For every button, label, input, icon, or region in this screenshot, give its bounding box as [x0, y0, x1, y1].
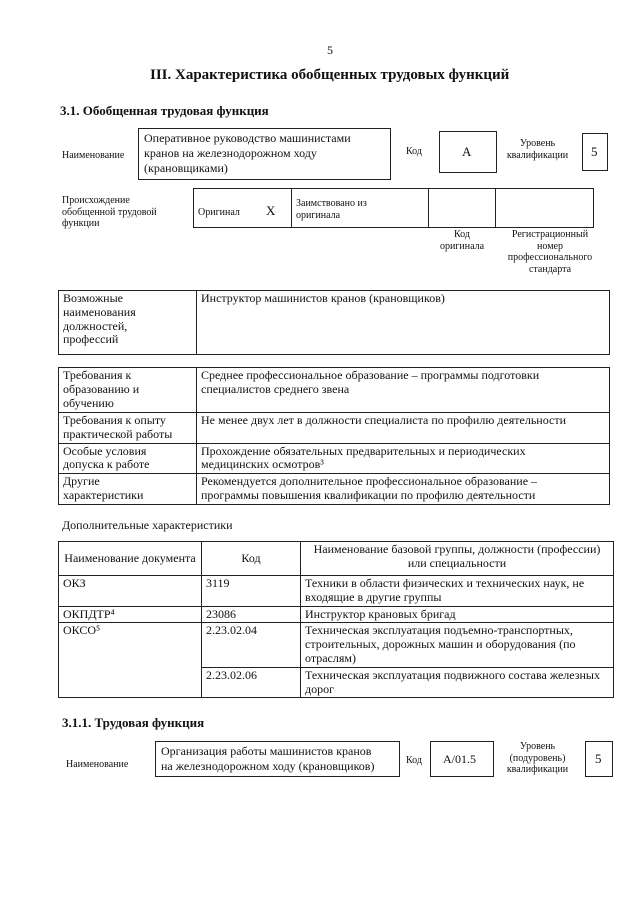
extra-code: 2.23.02.04 — [202, 623, 301, 667]
origin-table — [193, 188, 594, 228]
gtf-code-label: Код — [406, 146, 422, 157]
req-label — [59, 413, 197, 444]
req-value-line: специалистов среднего звена — [201, 381, 350, 396]
gtf-origin-line: функции — [62, 218, 100, 229]
req-label — [59, 443, 197, 474]
original-mark: X — [266, 203, 276, 218]
extra-title: Дополнительные характеристики — [62, 518, 233, 532]
extra-code: 3119 — [202, 576, 301, 607]
gtf-level-label-line: Уровень — [519, 138, 556, 149]
tf-heading: 3.1.1. Трудовая функция — [62, 715, 205, 730]
gtf-origin-label — [62, 195, 157, 230]
tf-name-line: Организация работы машинистов кранов — [161, 744, 372, 758]
tf-code-value: А/01.5 — [443, 752, 476, 766]
req-label-line: Требования к опыту — [63, 413, 166, 427]
gtf-name-line: (крановщиками) — [144, 161, 228, 175]
req-label-line: допуска к работе — [63, 457, 150, 472]
extra-doc: ОКЗ — [59, 576, 202, 607]
extra-code: 23086 — [202, 606, 301, 623]
reg-number-caption — [500, 229, 600, 275]
req-label-line: Другие — [63, 474, 100, 489]
requirements-table — [58, 367, 610, 505]
req-value — [197, 413, 610, 444]
orig-code-caption — [428, 229, 496, 252]
extra-code: 2.23.02.06 — [202, 667, 301, 698]
tf-level-label-line: (подуровень) — [509, 752, 566, 764]
gtf-name-box — [138, 128, 391, 180]
gtf-level-label — [500, 138, 575, 161]
tf-level-box — [585, 741, 613, 777]
req-label-line: обучению — [63, 395, 114, 410]
req-label-line: характеристики — [63, 487, 144, 502]
extra-name: Инструктор крановых бригад — [301, 606, 614, 623]
gtf-level-label-line: квалификации — [506, 149, 569, 161]
tf-name-line: на железнодорожном ходу (крановщиков) — [161, 759, 375, 773]
req-value-line: программы повышения квалификации по профилю деятельности — [201, 487, 536, 502]
orig-code-caption-line: оригинала — [439, 240, 485, 252]
extra-header-doc: Наименование документа — [59, 542, 202, 576]
positions-value: Инструктор машинистов кранов (крановщиков) — [197, 291, 610, 355]
reg-number-caption-line: профессионального — [507, 252, 593, 263]
gtf-origin-line: Происхождение — [62, 195, 130, 206]
borrowed-label — [296, 198, 367, 221]
req-label-line: Особые условия — [63, 443, 147, 458]
positions-label — [59, 291, 197, 355]
extra-name: Техническая эксплуатация подъемно-транспортных, строительных, дорожных машин и оборудования (по отраслям) — [301, 623, 614, 667]
reg-number-caption-line: Регистрационный — [511, 229, 589, 240]
tf-level-label-line: квалификации — [506, 764, 569, 775]
positions-table — [58, 290, 610, 355]
tf-level-value: 5 — [595, 751, 602, 766]
gtf-level-value: 5 — [591, 144, 598, 159]
tf-level-label — [500, 741, 575, 776]
tf-name-box — [155, 741, 400, 777]
gtf-name-line: Оперативное руководство машинистами — [144, 131, 351, 145]
positions-label-line: Возможные — [63, 291, 123, 305]
page-number: 5 — [327, 43, 333, 57]
req-value-line: Не менее двух лет в должности специалиста по профилю деятельности — [201, 413, 567, 427]
req-label — [59, 368, 197, 413]
extra-name: Техническая эксплуатация подвижного состава железных дорог — [301, 667, 614, 698]
req-value-line: Среднее профессиональное образование – программы подготовки — [201, 368, 540, 382]
orig-code-caption-line: Код — [454, 229, 470, 240]
gtf-code-value: А — [462, 144, 472, 159]
req-label-line: образованию и — [63, 381, 140, 396]
extra-table — [58, 541, 614, 698]
positions-label-line: профессий — [63, 332, 119, 347]
gtf-level-box — [582, 133, 608, 171]
tf-code-box — [430, 741, 494, 777]
gtf-heading: 3.1. Обобщенная трудовая функция — [60, 103, 269, 118]
extra-header-code: Код — [202, 542, 301, 576]
req-label — [59, 474, 197, 505]
req-value-line: медицинских осмотров³ — [201, 457, 324, 472]
gtf-origin-line: обобщенной трудовой — [62, 206, 157, 218]
req-value — [197, 368, 610, 413]
req-value-line: Прохождение обязательных предварительных и периодических — [201, 443, 526, 458]
req-value — [197, 474, 610, 505]
req-label-line: практической работы — [63, 426, 173, 441]
gtf-name-line: кранов на железнодорожном ходу — [144, 146, 317, 160]
section-title: III. Характеристика обобщенных трудовых функций — [150, 67, 510, 83]
req-label-line: Требования к — [63, 368, 132, 382]
tf-level-label-line: Уровень — [519, 741, 556, 752]
positions-label-line: должностей, — [63, 318, 128, 333]
reg-number-caption-line: номер — [537, 240, 563, 252]
extra-name: Техники в области физических и технических наук, не входящие в другие группы — [301, 576, 614, 607]
extra-header-name: Наименование базовой группы, должности (профессии) или специальности — [301, 542, 614, 576]
req-value-line: Рекомендуется дополнительное профессиональное образование – — [201, 474, 538, 489]
tf-code-label: Код — [406, 755, 422, 766]
positions-label-line: наименования — [63, 304, 136, 319]
gtf-code-box — [439, 131, 497, 173]
reg-number-caption-line: стандарта — [528, 263, 572, 275]
gtf-name-label: Наименование — [62, 150, 125, 161]
tf-name-label: Наименование — [66, 759, 129, 770]
extra-doc: ОКСО⁵ — [59, 623, 202, 698]
borrowed-line: оригинала — [296, 209, 341, 221]
original-label: Оригинал — [198, 207, 240, 218]
extra-doc: ОКПДТР⁴ — [59, 606, 202, 623]
borrowed-line: Заимствовано из — [296, 198, 367, 209]
req-value — [197, 443, 610, 474]
